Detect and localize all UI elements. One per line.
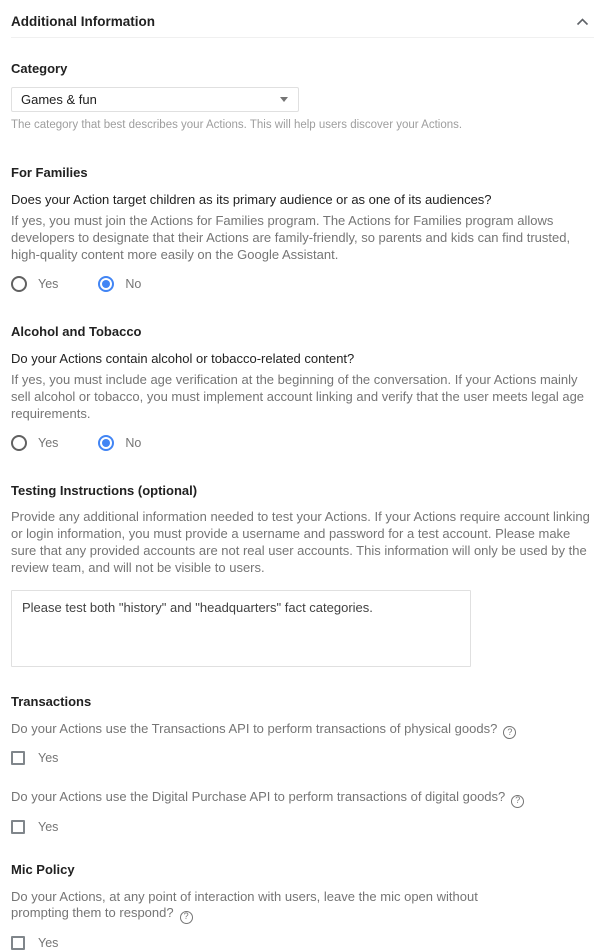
transactions-digital-checkbox-row: [11, 820, 591, 834]
alcohol-tobacco-radio-no[interactable]: [98, 435, 141, 451]
help-icon[interactable]: ?: [180, 911, 193, 924]
alcohol-tobacco-radio-yes[interactable]: [11, 435, 58, 451]
radio-checked-icon[interactable]: [98, 435, 114, 451]
mic-policy-question: Do your Actions, at any point of interaction with users, leave the mic open without prompting them to respond? ?: [11, 889, 501, 924]
for-families-radio-group: [11, 276, 591, 292]
help-icon[interactable]: ?: [503, 726, 516, 739]
checkbox-unchecked-icon[interactable]: [11, 751, 25, 765]
checkbox-unchecked-icon[interactable]: [11, 820, 25, 834]
checkbox-yes-label[interactable]: Yes: [38, 819, 59, 834]
mic-policy-title: Mic Policy: [11, 861, 75, 877]
transactions-question-digital: Do your Actions use the Digital Purchase API to perform transactions of digital goods? ?: [11, 789, 591, 807]
checkbox-unchecked-icon[interactable]: [11, 936, 25, 950]
collapse-section-button[interactable]: [574, 16, 591, 28]
testing-instructions-description: Provide any additional information needed to test your Actions. If your Actions require account linking or login information, you must provide a username and password for a test account. Please make sure that any provided accounts are not real user accounts. This information will only be used by the review team, and will not be visible to users.: [11, 508, 590, 575]
chevron-up-icon: [576, 14, 589, 29]
radio-unchecked-icon[interactable]: [11, 276, 27, 292]
category-selected-value: Games & fun: [21, 92, 97, 107]
for-families-description: If yes, you must join the Actions for Families program. The Actions for Families program allows developers to designate that their Actions are family-friendly, so parents and kids can find trusted, high-quality content more easily on the Google Assistant.: [11, 212, 571, 262]
dropdown-arrow-icon: [280, 97, 288, 102]
alcohol-tobacco-question: Do your Actions contain alcohol or tobacco-related content?: [11, 350, 355, 366]
alcohol-tobacco-radio-group: [11, 435, 591, 451]
checkbox-yes-label[interactable]: Yes: [38, 935, 59, 950]
panel-title: Additional Information: [11, 14, 155, 29]
category-label: Category: [11, 61, 68, 76]
mic-policy-checkbox-row: [11, 936, 591, 950]
for-families-radio-no[interactable]: [98, 276, 141, 292]
radio-no-label[interactable]: No: [125, 276, 142, 291]
for-families-radio-yes[interactable]: [11, 276, 58, 292]
transactions-physical-checkbox-row: [11, 751, 591, 765]
alcohol-tobacco-description: If yes, you must include age verification at the beginning of the conversation. If your Actions mainly sell alcohol or tobacco, you must implement account linking and verify that the user meets legal age requirements.: [11, 371, 585, 421]
radio-checked-icon[interactable]: [98, 276, 114, 292]
radio-yes-label[interactable]: Yes: [38, 276, 59, 291]
help-icon[interactable]: ?: [511, 795, 524, 808]
radio-no-label[interactable]: No: [125, 435, 142, 450]
header-divider: [11, 37, 594, 38]
for-families-question: Does your Action target children as its primary audience or as one of its audiences?: [11, 191, 492, 207]
testing-instructions-title: Testing Instructions (optional): [11, 482, 198, 498]
panel-header: [11, 0, 591, 37]
category-helper-text: The category that best describes your Actions. This will help users discover your Actions.: [11, 119, 463, 131]
transactions-question-physical: Do your Actions use the Transactions API to perform transactions of physical goods? ?: [11, 721, 591, 739]
radio-unchecked-icon[interactable]: [11, 435, 27, 451]
alcohol-tobacco-title: Alcohol and Tobacco: [11, 323, 142, 339]
testing-instructions-input[interactable]: [11, 590, 471, 667]
for-families-title: For Families: [11, 164, 88, 180]
radio-yes-label[interactable]: Yes: [38, 435, 59, 450]
checkbox-yes-label[interactable]: Yes: [38, 751, 59, 766]
category-select[interactable]: [11, 87, 299, 112]
transactions-title: Transactions: [11, 693, 92, 709]
